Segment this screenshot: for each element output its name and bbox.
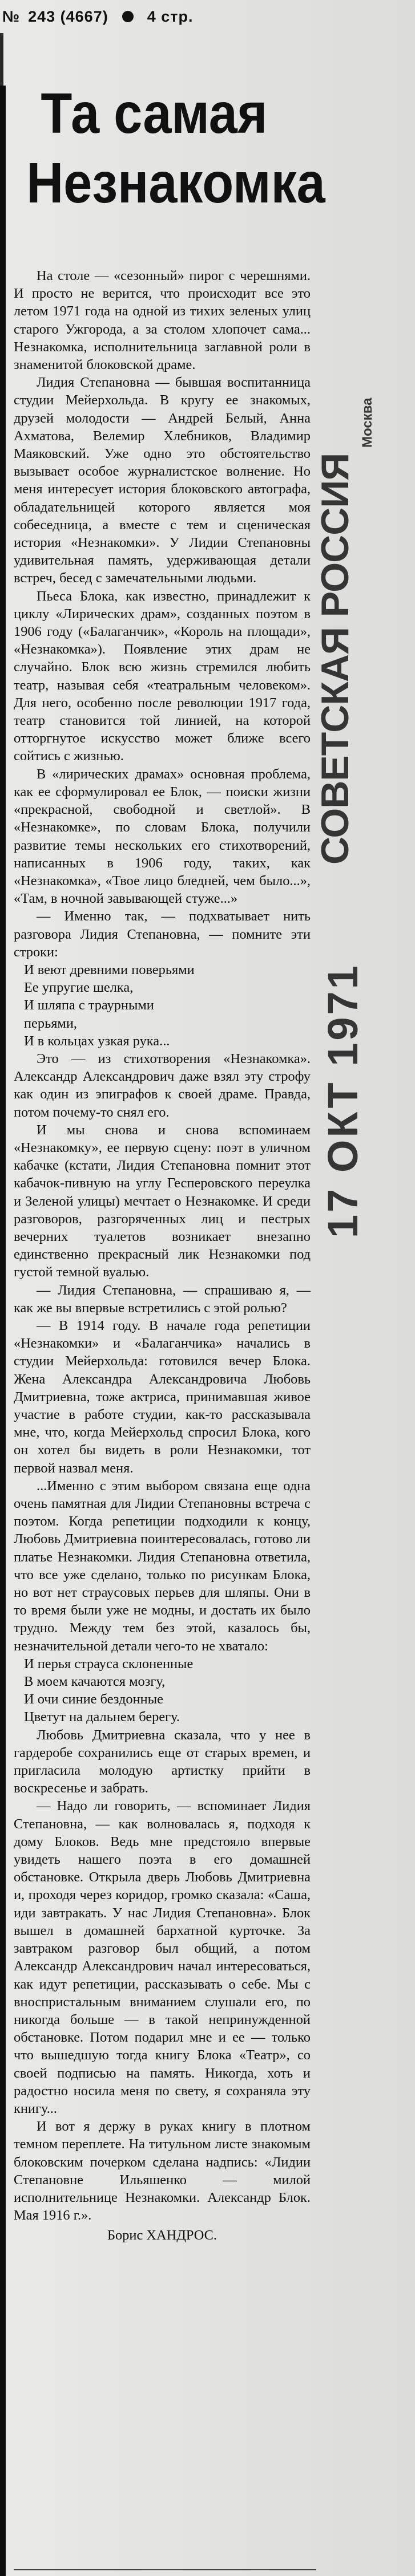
article-paragraph: Это — из стихотворения «Незнакомка». Александр Александрович даже взял эту строфу как один из эпиграфов к своей драме. Правда, потом почему-то снял его. [14,1050,311,1120]
article-paragraph: И мы снова и снова вспоминаем «Незнакомку», ее первую сцену: поэт в уличном кабачке (кстати, Лидия Степановна помнит этот кабачок-пивную на углу Гесперовского переулка и Зеленой улицы) мечтает о Незнакомке. И среди разговоров, разгоряченных лиц и пестрых вечерних туалетов возникает внезапно единственно прекрасный лик Незнакомки под густой темной вуалью. [14,1122,311,1280]
interview-question: — Лидия Степановна, — спрашиваю я, — как же вы впервые встретились с этой ролью? [14,1282,311,1316]
article-paragraph: Любовь Дмитриевна сказала, что у нее в гардеробе сохранились еще от старых времен, и пригласила молодую артистку прийти в воскресенье и забрать. [14,1727,311,1796]
poem-quote: И веют древними поверьями Ее упругие шелка, И шляпа с траурными перьями, И в кольцах узкая рука... [24,962,195,1049]
left-margin-rule [0,86,6,2576]
page-number: 4 стр. [147,7,194,25]
author-signature: Борис ХАНДРОС. [107,2228,217,2244]
article-paragraph: Лидия Степановна — бывшая воспитанница студии Мейерхольда. В кругу ее знакомых, друзей молодости — Андрей Белый, Анна Ахматова, Велемир Хлебников, Владимир Маяковский. Уже одно это обстоятельство вызывает особое журналистское волнение. Но меня интересует история блоковского автографа, обладательницей которого является моя собеседница, а вместе с тем и сценическая история «Незнакомки». У Лидии Степановны удивительная память, удерживающая детали встреч, бесед с замечательными людьми. [14,375,311,586]
article-paragraph: Пьеса Блока, как известно, принадлежит к циклу «Лирических драм», созданных поэтом в 1906 году («Балаганчик», «Король на площади», «Незнакомка»). Появление этих драм не случайно. Блок всю жизнь стремился любить театр, называя себя «театральным человеком». Для него, особенно после революции 1917 года, театр становится той линией, на которой отторгнутое искусство может ближе всего сойтись с жизнью. [14,588,311,764]
bottom-rule [14,2569,316,2570]
interview-line: — Именно так, — подхватывает нить разговора Лидия Степановна, — помните эти строки: [14,908,311,960]
title-line-2: Незнакомка [26,151,325,215]
bullet-dot-icon [122,11,134,22]
article-paragraph: В «лирических драмах» основная проблема, как ее сформулировал ее Блок, — поиски жизни «прекрасной, свободной и светлой». В «Незнакомке», по словам Блока, получили развитие темы нескольких его стихотворений, написанных в 1906 году, таких, как «Незнакомка», «Твое лицо бледней, чем было...», «Там, в ночной завывающей стуже...» [14,766,311,907]
issue-number-sign: № [2,7,21,25]
title-line-1: Та самая [41,82,268,145]
stamp-city: Москва [360,398,375,448]
issue-number: 243 (4667) [28,7,108,25]
stamp-newspaper-name: СОВЕТСКАЯ РОССИЯ [313,453,357,865]
article-paragraph: — Надо ли говорить, — вспоминает Лидия Степановна, — как волновалась я, подходя к дому Блоков. Ведь мне предстояло впервые увидеть нашего поэта в его домашней обстановке. Открыла дверь Любовь Дмитриевна и, проходя через коридор, громко сказала: «Саша, иди завтракать. У нас Лидия Степановна». Блок вышел в домашней бархатной курточке. За завтраком разговор был общий, а потом Александр Александрович начал интересоваться, как идут репетиции, рассказывать о себе. Мы с вноспристальным вниманием слушали его, по никогда больше — в такой непринужденной обстановке. Потом подарил мне и ее — только что вышедшую тогда книгу Блока «Театр», со своей подписью на память. Никогда, хоть и радостно носила меня по свету, я сохраняла эту книгу... [14,1798,311,2116]
article-body [14,267,311,2245]
left-margin-rule-top [0,33,3,86]
article-paragraph: — В 1914 году. В начале года репетиции «Незнакомки» и «Балаганчика» начались в студии Мейерхольда: готовился вечер Блока. Жена Александра Александровича Любовь Дмитриевна, тоже актриса, принимавшая живое участие в работе студии, как-то рассказывала мне, что, когда Мейерхольд спросил Блока, кого он хотел бы видеть в роли Незнакомки, тот первой назвал меня. [14,1317,311,1476]
stamp-date: 17 ОКТ 1971 [319,963,366,1238]
article-paragraph: На столе — «сезонный» пирог с черешнями. И просто не верится, что происходит все это летом 1971 года на одной из тихих зеленых улиц старого Ужгорода, а за столом хлопочет сама... Незнакомка, исполнительница заглавной роли в знаменитой блоковской драме. [14,268,311,373]
poem-quote: И перья страуса склоненные В моем качаются мозгу, И очи синие бездонные Цветут на дальнем берегу. [24,1656,194,1725]
article-title [17,79,325,218]
article-paragraph: И вот я держу в руках книгу в плотном темном переплете. На титульном листе знакомым блоковским почерком сделана надпись: «Лидии Степановне Ильяшенко — милой исполнительнице Незнакомки. Александр Блок. Мая 1916 г.». [14,2119,311,2224]
article-paragraph: ...Именно с этим выбором связана еще одна очень памятная для Лидии Степановны встреча с поэтом. Когда репетиции подходили к концу, Любовь Дмитриевна поинтересовалась, готово ли платье Незнакомки. Лидия Степановна ответила, что все уже сделано, только по рисункам Блока, но вот нет страусовых перьев для шляпы. Они в то время были уже не модны, и достать их было трудно. Между тем без этой, казалось бы, незначительной детали чего-то не хватало: [14,1478,311,1654]
page-header [0,0,415,33]
